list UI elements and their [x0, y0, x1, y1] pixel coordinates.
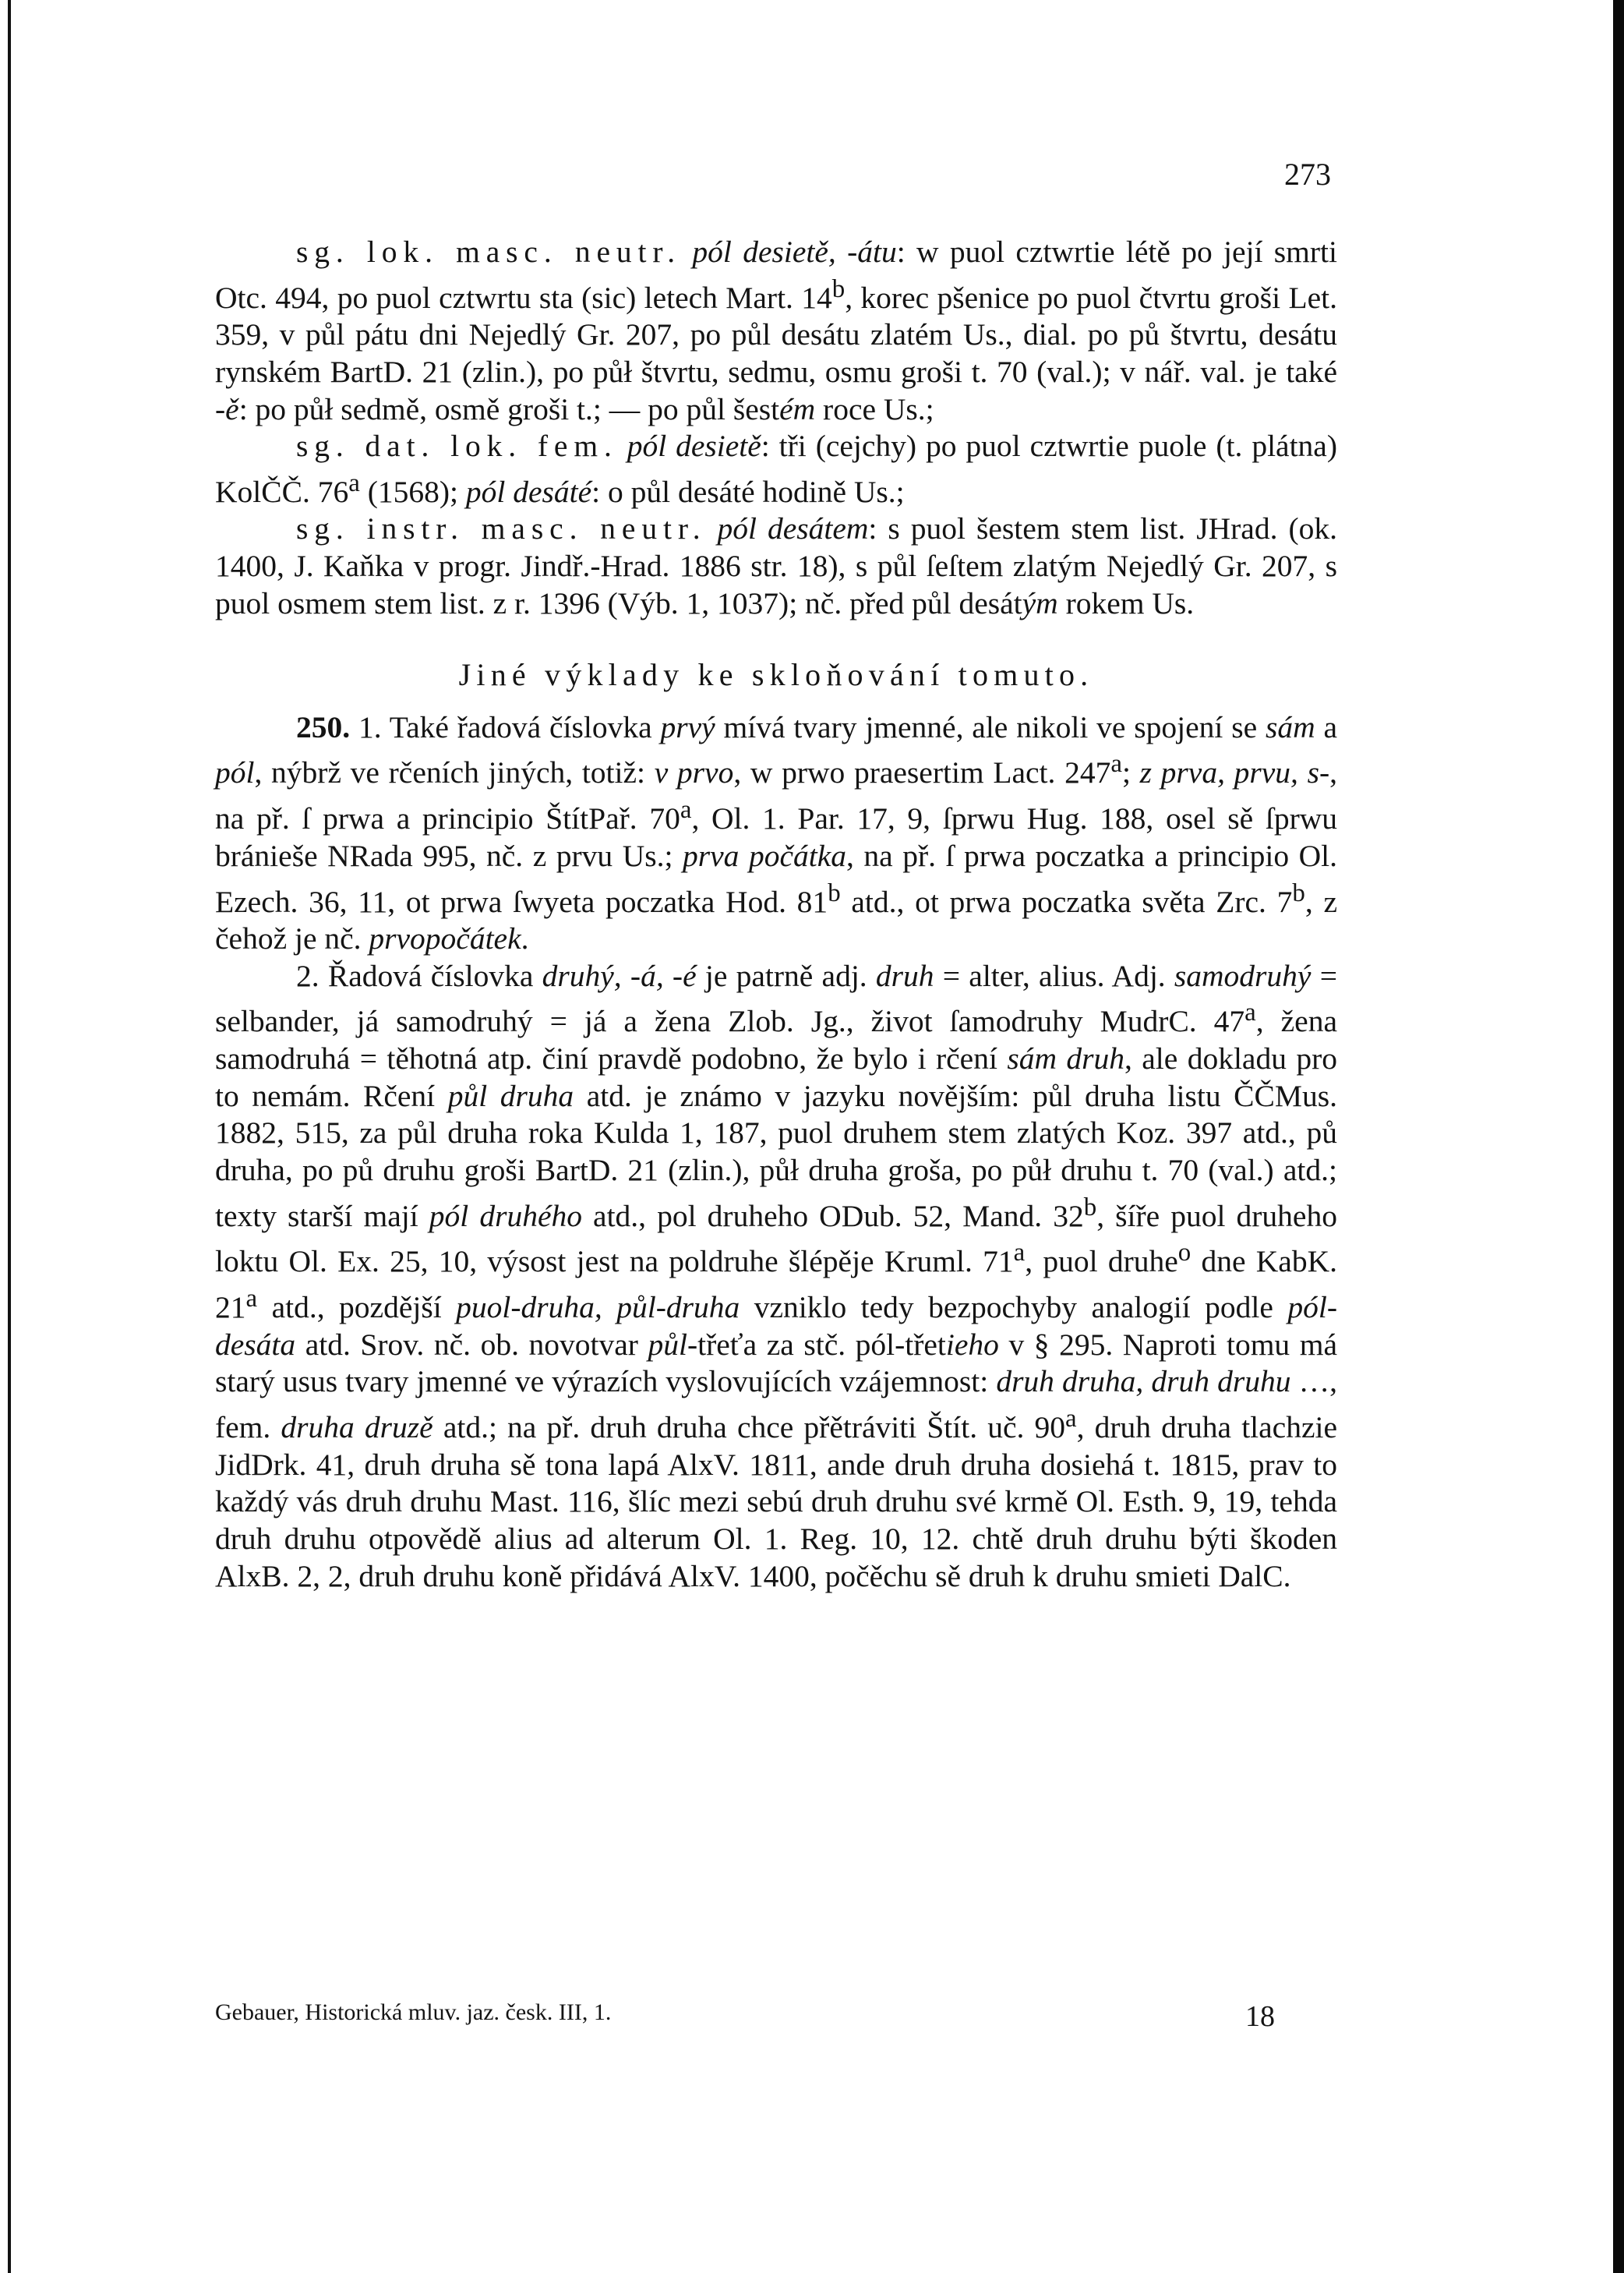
- paragraph-sg-dat: sg. dat. lok. fem. pól desietě: tři (cejchy) po puol cztwrtie puole (t. plátna) KolČČ. 76$^a$ (1568); pól desáté: o půl desáté hodině Us.;: [215, 429, 1337, 509]
- scan-border-right: [1613, 0, 1624, 2273]
- paragraph-250-1: 250. 1. Také řadová číslovka prvý mívá tvary jmenné, ale nikoli ve spojení se sám a pól, nýbrž ve rčeních jiných, totiž: v prvo, w prwo praesertim Lact. 247$^a$; z prva, prvu, s-, na př. ſ prwa a principio ŠtítPař. 70$^a$, Ol. 1. Par. 17, 9, ſprwu Hug. 188, osel sě ſprwu bránieše NRada 995, nč. z prvu Us.; prva počátka, na př. ſ prwa poczatka a principio Ol. Ezech. 36, 11, ot prwa ſwyeta poczatka Hod. 81$^b$ atd., ot prwa poczatka světa Zrc. 7$^b$, z čehož je nč. prvopočátek.: [215, 709, 1338, 956]
- section-heading: Jiné výklady ke skloňování tomuto.: [458, 657, 1094, 693]
- paragraph-250-2: 2. Řadová číslovka druhý, -á, -é je patrně adj. druh = alter, alius. Adj. samodruhý = selbander, já samodruhý = já a žena Zlob. Jg., život ſamodruhy MudrC. 47$^a$, žena samodruhá = těhotná atp. činí pravdě podobno, že bylo i rčení sám druh, ale dokladu pro to nemám. Rčení půl druha atd. je známo v jazyku novějším: půl druha listu ČČMus. 1882, 515, za půl druha roka Kulda 1, 187, puol druhem stem zlatých Koz. 397 atd., pů druha, po pů druhu groši BartD. 21 (zlin.), půł druha groša, po půł druhu t. 70 (val.) atd.; texty starší mají pól druhého atd., pol druheho ODub. 52, Mand. 32$^b$, šíře puol druheho loktu Ol. Ex. 25, 10, výsost jest na poldruhe šlépěje Kruml. 71$^a$, puol druhe$^o$ dne KabK. 21$^a$ atd., pozdější puol-druha, půl-druha vzniklo tedy bezpochyby analogií podle pól-desáta atd. Srov. nč. ob. novotvar půl-třeťa za stč. pól-třetieho v § 295. Naproti tomu má starý usus tvary jmenné ve výrazích vyslovujících vzájemnost: druh druha, druh druhu …, fem. druha druzě atd.; na př. druh druha chce přětráviti Štít. uč. 90$^a$, druh druha tlachzie JidDrk. 41, druh druha sě tona lapá AlxV. 1811, ande druh druha dosiehá t. 1815, prav to každý vás druh druhu Mast. 116, šlíc mezi sebú druh druhu své krmě Ol. Esth. 9, 19, tehda druh druhu otpovědě alius ad alterum Ol. 1. Reg. 10, 12. chtě druh druhu býti škoden AlxB. 2, 2, druh druhu koně přidává AlxV. 1400, počěchu sě druh k druhu smieti DalC.: [215, 958, 1338, 1593]
- page-footer: [215, 1999, 1337, 2034]
- signature-mark: 18: [1245, 2000, 1275, 2033]
- paragraph-sg-lok: sg. lok. masc. neutr. pól desietě, -átu: w puol cztwrtie létě po její smrti Otc. 494, po puol cztwrtu sta (sic) letech Mart. 14$^b$, korec pšenice po puol čtvrtu groši Let. 359, v půl pátu dni Nejedlý Gr. 207, po půl desátu zlatém Us., dial. po pů štvrtu, desátu rynském BartD. 21 (zlin.), po půł štvrtu, sedmu, osmu groši t. 70 (val.); v nář. val. je také -ě: po půł sedmě, osmě groši t.; — po půl šestém roce Us.;: [215, 235, 1338, 426]
- paragraph-sg-instr: sg. instr. masc. neutr. pól desátem: s puol šestem stem list. JHrad. (ok. 1400, J. Kaňka v progr. Jindř.-Hrad. 1886 str. 18), s půl ſeſtem zlatým Nejedlý Gr. 207, s puol osmem stem list. z r. 1396 (Výb. 1, 1037); nč. před půl desátým rokem Us.: [215, 511, 1337, 620]
- footer-citation: Gebauer, Historická mluv. jaz. česk. III, 1.: [215, 1999, 612, 2025]
- scan-border-left: [8, 0, 11, 2273]
- page-body: [215, 234, 1337, 1595]
